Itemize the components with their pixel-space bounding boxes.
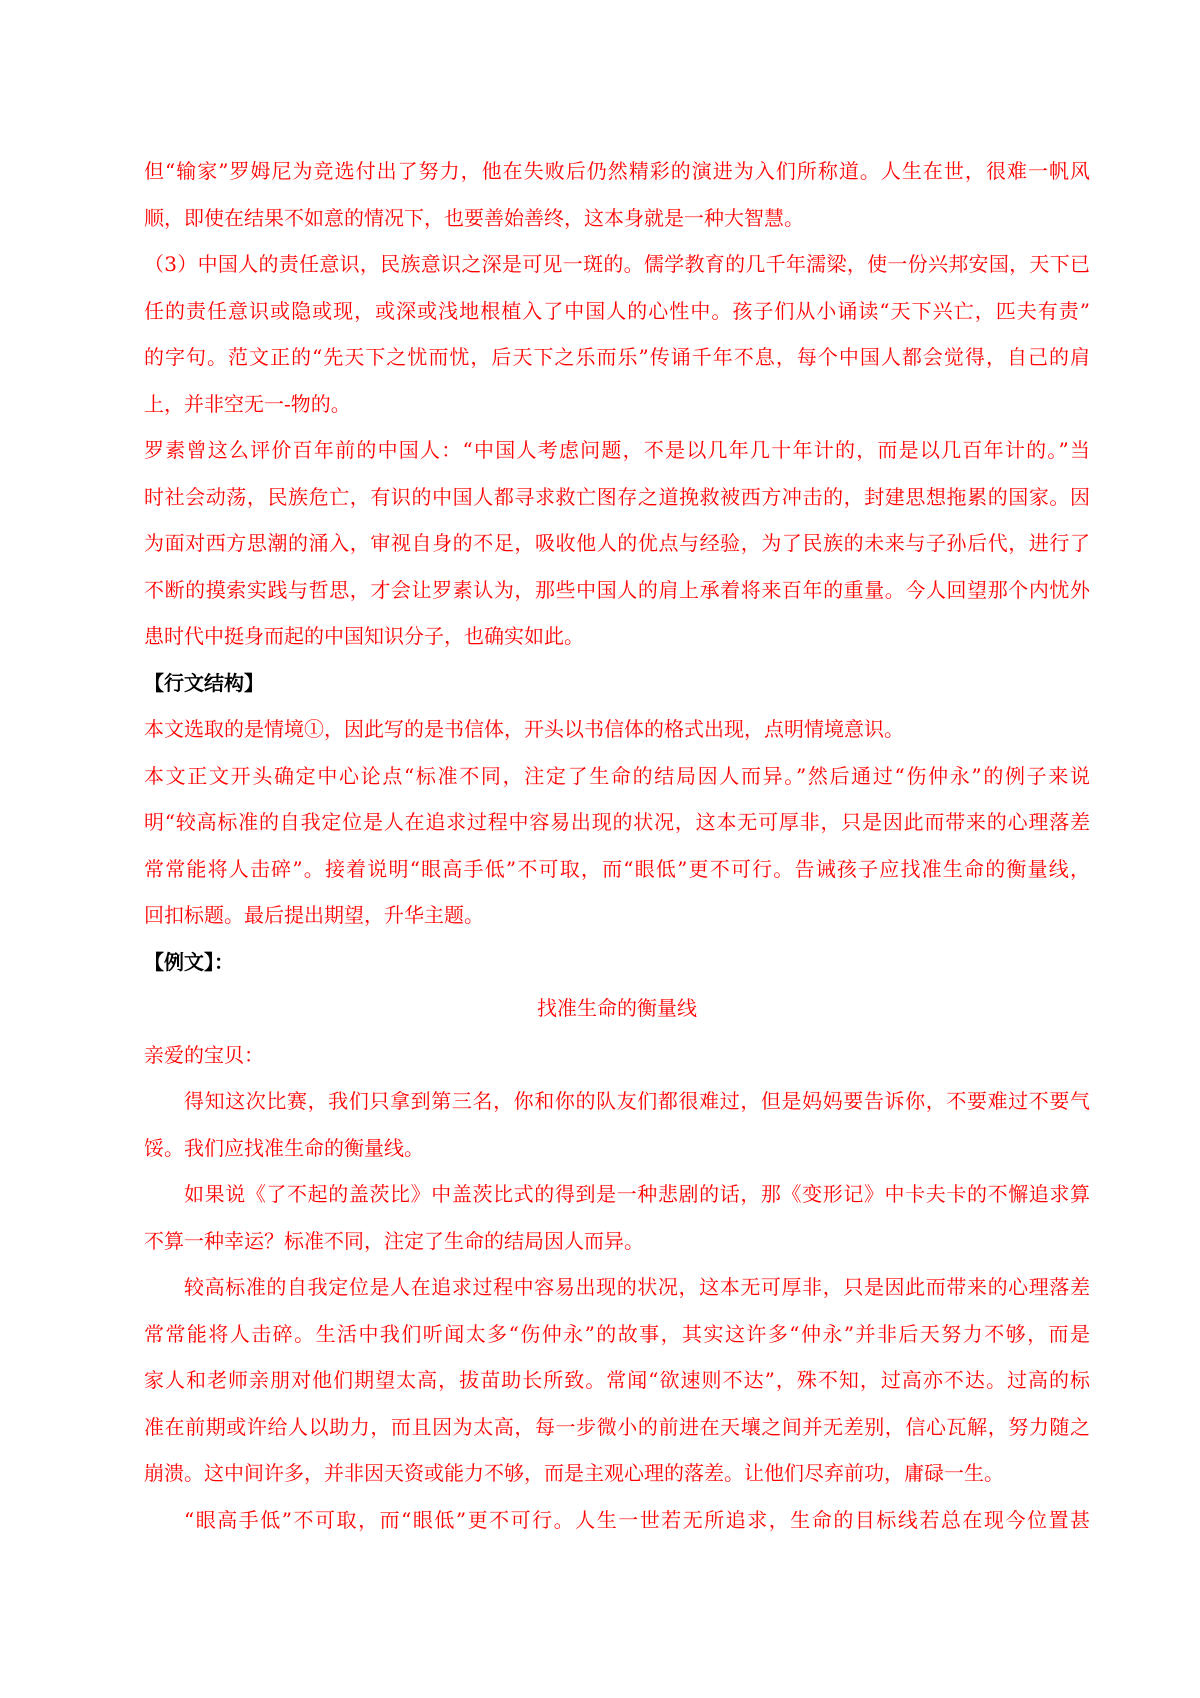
text-line: 为面对西方思潮的涌入，审视自身的不足，吸收他人的优点与经验，为了民族的未来与子孙后代，进行了 [144,531,1090,555]
text-line: 上，并非空无一-物的。 [144,391,351,416]
text-line: 得知这次比赛，我们只拿到第三名，你和你的队友们都很难过，但是妈妈要告诉你，不要难过不要气 [184,1089,1090,1113]
text-line: 准在前期或许给人以助力，而且因为太高，每一步微小的前进在天壤之间并无差别，信心瓦解，努力随之 [144,1414,1090,1439]
text-line: 本文选取的是情境①，因此写的是书信体，开头以书信体的格式出现，点明情境意识。 [144,717,904,741]
salutation: 亲爱的宝贝： [144,1042,264,1067]
text-line: 馁。我们应找准生命的衡量线。 [144,1135,424,1160]
text-line: 罗素曾这么评价百年前的中国人：“中国人考虑问题，不是以几年几十年计的，而是以几百年计的。”当 [144,438,1090,462]
text-line: 不算一种幸运？标准不同，注定了生命的结局因人而异。 [144,1228,644,1253]
text-line: 家人和老师亲朋对他们期望太高，拔苗助长所致。常闻“欲速则不达”，殊不知，过高亦不达。过高的标 [144,1368,1090,1392]
text-line: 不断的摸索实践与哲思，才会让罗素认为，那些中国人的肩上承着将来百年的重量。今人回望那个内忧外 [144,577,1090,602]
text-line: 本文正文开头确定中心论点“标准不同，注定了生命的结局因人而异。”然后通过“伤仲永”的例子来说 [144,763,1090,788]
text-line: 任的责任意识或隐或现，或深或浅地根植入了中国人的心性中。孩子们从小诵读“天下兴亡，匹夫有责” [144,298,1090,323]
text-line: 但“输家”罗姆尼为竞选付出了努力，他在失败后仍然精彩的演进为入们所称道。人生在世，很难一帆风 [144,159,1090,183]
text-line: 顺，即使在结果不如意的情况下，也要善始善终，这本身就是一种大智慧。 [144,205,804,230]
text-line: 明“较高标准的自我定位是人在追求过程中容易出现的状况，这本无可厚非，只是因此而带来的心理落差 [144,810,1090,834]
text-line: 的字句。范文正的“先天下之忧而忧，后天下之乐而乐”传诵千年不息，每个中国人都会觉得，自己的肩 [144,345,1090,369]
essay-title: 找准生命的衡量线 [537,996,697,1020]
text-line: 常常能将人击碎。生活中我们听闻太多“伤仲永”的故事，其实这许多“仲永”并非后天努力不够，而是 [144,1321,1090,1346]
section-heading-structure: 【行文结构】 [144,670,264,695]
text-line: 回扣标题。最后提出期望，升华主题。 [144,903,484,927]
text-line: “眼高手低”不可取，而“眼低”更不可行。人生一世若无所追求，生命的目标线若总在现今位置甚 [184,1507,1090,1532]
text-line: 患时代中挺身而起的中国知识分子，也确实如此。 [144,624,584,648]
section-heading-example: 【例文】： [144,949,234,974]
text-line: （3）中国人的责任意识，民族意识之深是可见一斑的。儒学教育的几千年濡梁，使一份兴邦安国，天下已 [144,252,1090,276]
text-line: 如果说《了不起的盖茨比》中盖茨比式的得到是一种悲剧的话，那《变形记》中卡夫卡的不懈追求算 [184,1182,1090,1206]
text-line: 常常能将人击碎”。接着说明“眼高手低”不可取，而“眼低”更不可行。告诫孩子应找准生命的衡量线， [144,856,1090,881]
text-line: 较高标准的自我定位是人在追求过程中容易出现的状况，这本无可厚非，只是因此而带来的心理落差 [184,1275,1090,1299]
text-line: 时社会动荡，民族危亡，有识的中国人都寻求救亡图存之道挽救被西方冲击的，封建思想拖累的国家。因 [144,484,1090,509]
text-line: 崩溃。这中间许多，并非因天资或能力不够，而是主观心理的落差。让他们尽弃前功，庸碌一生。 [144,1461,1004,1485]
